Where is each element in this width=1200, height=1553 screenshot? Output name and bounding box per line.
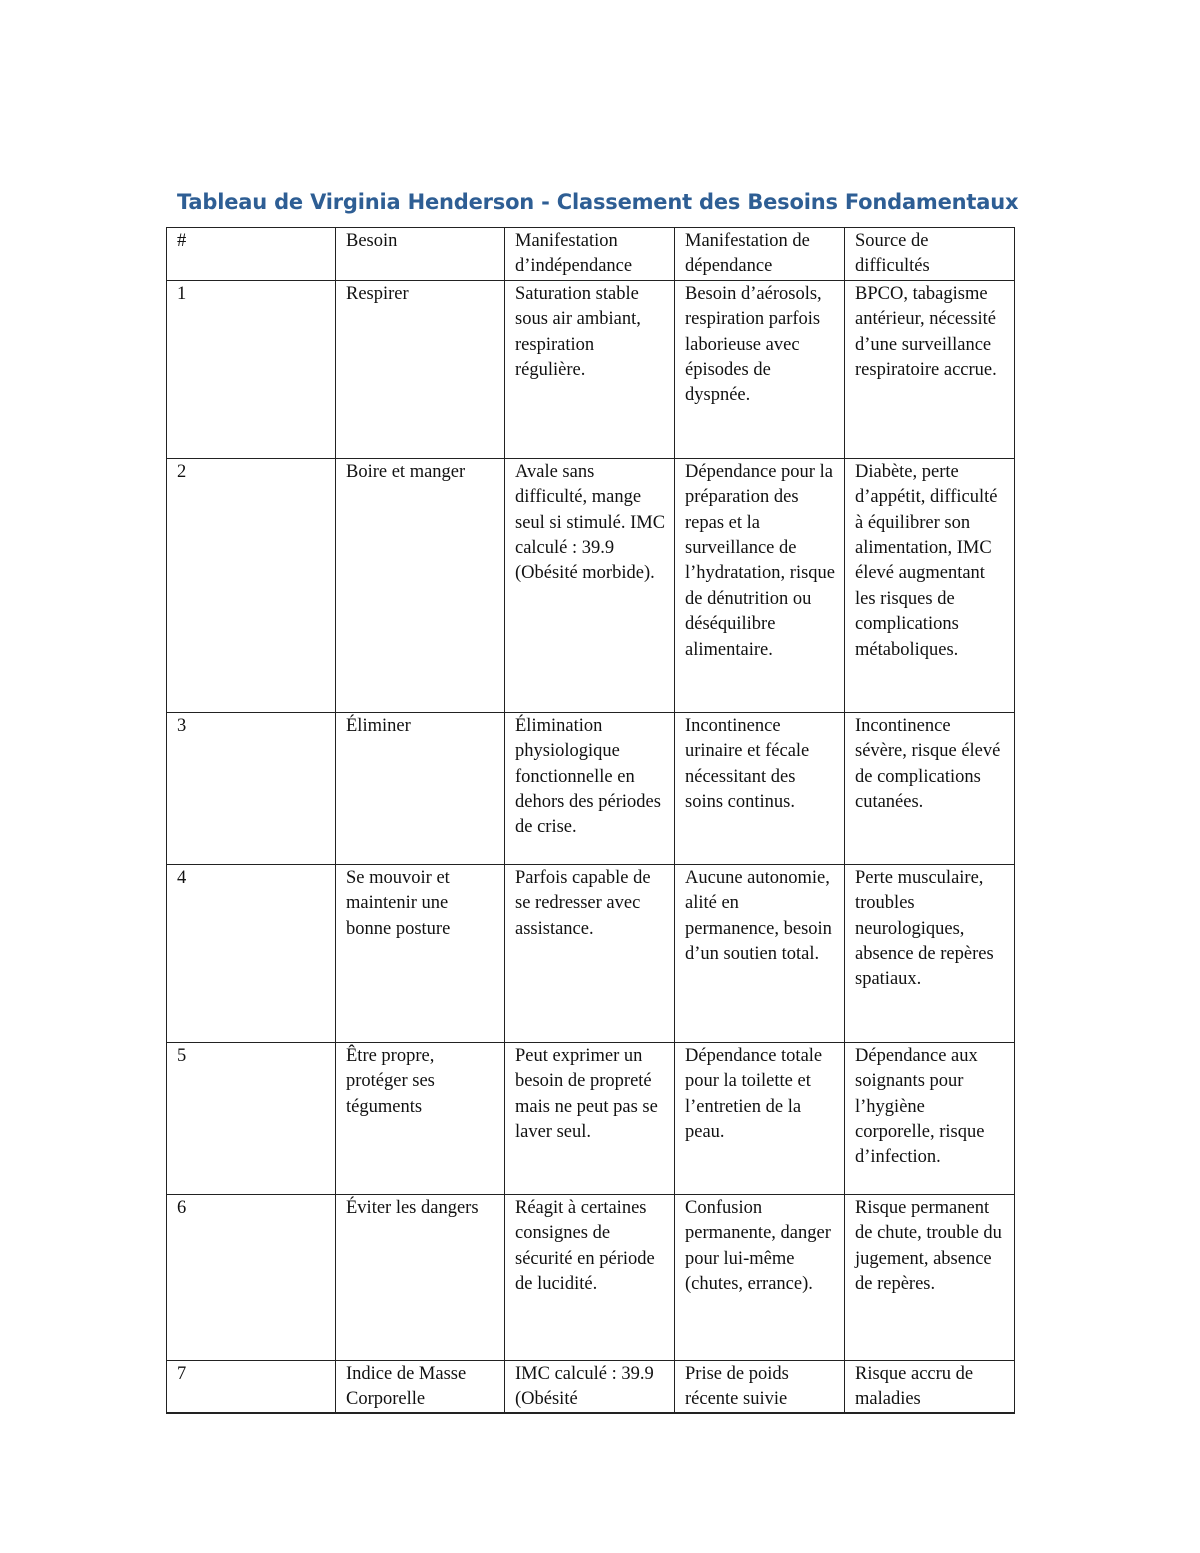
table-row (167, 1194, 1015, 1360)
cell-need: Éviter les dangers (336, 1194, 505, 1360)
cell-difficulty-source: Incontinence sévère, risque élevé de complications cutanées. (845, 712, 1015, 864)
cell-difficulty-source (845, 1360, 1015, 1413)
cell-dependence: Aucune autonomie, alité en permanence, besoin d’un soutien total. (675, 864, 845, 1042)
cell-dependence (675, 1360, 845, 1413)
cell-number (167, 1360, 336, 1413)
cell-number: 5 (167, 1042, 336, 1194)
cell-dependence: Besoin d’aérosols, respiration parfois laborieuse avec épisodes de dyspnée. (675, 280, 845, 458)
header-cell-difficulty-source: Source de difficultés (845, 228, 1015, 281)
page-title: Tableau de Virginia Henderson - Classement des Besoins Fondamentaux (177, 190, 1019, 214)
cell-dependence: Dépendance pour la préparation des repas et la surveillance de l’hydratation, risque de dénutrition ou déséquilibre alimentaire. (675, 458, 845, 712)
cell-need: Boire et manger (336, 458, 505, 712)
cell-text: 7 (177, 1363, 187, 1384)
table-header-row (167, 228, 1015, 281)
table-row (167, 280, 1015, 458)
cell-difficulty-source: Risque permanent de chute, trouble du jugement, absence de repères. (845, 1194, 1015, 1360)
cell-number: 6 (167, 1194, 336, 1360)
cell-difficulty-source: BPCO, tabagisme antérieur, nécessité d’une surveillance respiratoire accrue. (845, 280, 1015, 458)
cell-text: Indice de Masse Corporelle (346, 1363, 467, 1410)
cell-difficulty-source: Dépendance aux soignants pour l’hygiène corporelle, risque d’infection. (845, 1042, 1015, 1194)
header-cell-independence: Manifestation d’indépendance (505, 228, 675, 281)
cell-difficulty-source: Perte musculaire, troubles neurologiques, absence de repères spatiaux. (845, 864, 1015, 1042)
table-row (167, 712, 1015, 864)
header-cell-need: Besoin (336, 228, 505, 281)
cell-need: Se mouvoir et maintenir une bonne posture (336, 864, 505, 1042)
cell-independence: Parfois capable de se redresser avec assistance. (505, 864, 675, 1042)
cell-need: Éliminer (336, 712, 505, 864)
table-row (167, 1360, 1015, 1413)
cell-number: 2 (167, 458, 336, 712)
table-row (167, 1042, 1015, 1194)
cell-independence: Réagit à certaines consignes de sécurité en période de lucidité. (505, 1194, 675, 1360)
cell-number: 4 (167, 864, 336, 1042)
cell-number: 3 (167, 712, 336, 864)
cell-independence: Saturation stable sous air ambiant, respiration régulière. (505, 280, 675, 458)
cell-text: IMC calculé : 39.9 (Obésité (515, 1363, 654, 1410)
cell-difficulty-source: Diabète, perte d’appétit, difficulté à équilibrer son alimentation, IMC élevé augmentant les risques de complications métaboliques. (845, 458, 1015, 712)
cell-text: Prise de poids récente suivie (685, 1363, 789, 1410)
cell-independence: Avale sans difficulté, mange seul si stimulé. IMC calculé : 39.9 (Obésité morbide). (505, 458, 675, 712)
cell-text: Risque accru de maladies (855, 1363, 974, 1410)
header-cell-dependence: Manifestation de dépendance (675, 228, 845, 281)
cell-number: 1 (167, 280, 336, 458)
table-row (167, 864, 1015, 1042)
cell-independence: Peut exprimer un besoin de propreté mais ne peut pas se laver seul. (505, 1042, 675, 1194)
cell-independence: Élimination physiologique fonctionnelle en dehors des périodes de crise. (505, 712, 675, 864)
cell-need: Respirer (336, 280, 505, 458)
cell-independence (505, 1360, 675, 1413)
header-cell-number: # (167, 228, 336, 281)
table-row (167, 458, 1015, 712)
cell-dependence: Incontinence urinaire et fécale nécessitant des soins continus. (675, 712, 845, 864)
cell-need (336, 1360, 505, 1413)
henderson-needs-table (166, 227, 1015, 1414)
cell-need: Être propre, protéger ses téguments (336, 1042, 505, 1194)
cell-dependence: Confusion permanente, danger pour lui-même (chutes, errance). (675, 1194, 845, 1360)
cell-dependence: Dépendance totale pour la toilette et l’entretien de la peau. (675, 1042, 845, 1194)
